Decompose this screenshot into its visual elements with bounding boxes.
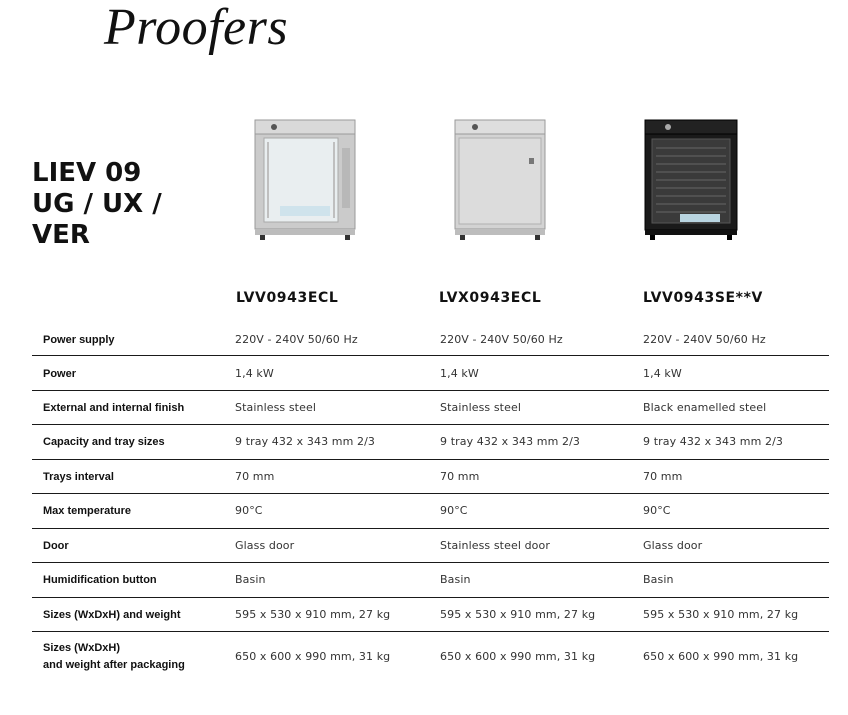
column-header-2: LVX0943ECL (439, 290, 542, 306)
column-header-1: LVV0943ECL (236, 290, 339, 306)
cell: Basin (235, 573, 266, 586)
cell: 220V - 240V 50/60 Hz (235, 333, 358, 346)
table-row (32, 529, 829, 563)
proofer-glass-door-icon (240, 108, 380, 248)
model-name-line-2: UG / UX / (32, 189, 162, 219)
row-label: Power supply (43, 334, 115, 346)
proofer-black-door-icon (640, 108, 780, 248)
product-image-black-glass-door (640, 108, 780, 248)
cell: Basin (440, 573, 471, 586)
cell: 1,4 kW (440, 367, 479, 380)
row-label: External and internal finish (43, 402, 185, 414)
cell: 1,4 kW (235, 367, 274, 380)
row-label: Humidification button (43, 574, 157, 586)
row-label: Sizes (WxDxH) and weight (43, 609, 181, 621)
product-image-stainless-glass-door (240, 108, 380, 248)
cell: 70 mm (643, 470, 683, 483)
row-label: Door (43, 540, 69, 552)
proofer-steel-door-icon (445, 108, 585, 248)
table-row (32, 598, 829, 632)
cell: 650 x 600 x 990 mm, 31 kg (643, 650, 799, 663)
cell: 220V - 240V 50/60 Hz (643, 333, 766, 346)
table-row (32, 356, 829, 391)
row-label: Capacity and tray sizes (43, 436, 165, 448)
cell: 90°C (440, 504, 468, 517)
product-image-stainless-door (445, 108, 585, 248)
cell: 650 x 600 x 990 mm, 31 kg (235, 650, 391, 663)
row-label-line-2: and weight after packaging (43, 659, 185, 671)
cell: 9 tray 432 x 343 mm 2/3 (440, 435, 580, 448)
cell: Stainless steel (440, 401, 521, 414)
table-row (32, 632, 829, 680)
table-row (32, 425, 829, 460)
model-name (32, 158, 202, 251)
cell: 70 mm (235, 470, 275, 483)
cell: Glass door (235, 539, 295, 552)
table-row (32, 494, 829, 529)
row-label: Power (43, 368, 77, 380)
cell: Stainless steel door (440, 539, 550, 552)
page-title: Proofers (104, 0, 289, 56)
model-name-line-3: VER (32, 220, 90, 250)
cell: Black enamelled steel (643, 401, 767, 414)
table-row (32, 322, 829, 356)
model-name-line-1: LIEV 09 (32, 158, 142, 188)
cell: 9 tray 432 x 343 mm 2/3 (235, 435, 375, 448)
column-header-3: LVV0943SE**V (643, 290, 763, 306)
cell: 70 mm (440, 470, 480, 483)
cell: 595 x 530 x 910 mm, 27 kg (235, 608, 391, 621)
cell: Basin (643, 573, 674, 586)
cell: Glass door (643, 539, 703, 552)
row-label: Max temperature (43, 505, 132, 517)
cell: Stainless steel (235, 401, 316, 414)
row-label: Trays interval (43, 471, 114, 483)
cell: 595 x 530 x 910 mm, 27 kg (643, 608, 799, 621)
row-label-line-1: Sizes (WxDxH) (43, 642, 121, 654)
cell: 650 x 600 x 990 mm, 31 kg (440, 650, 596, 663)
table-row (32, 391, 829, 425)
cell: 9 tray 432 x 343 mm 2/3 (643, 435, 783, 448)
cell: 90°C (235, 504, 263, 517)
cell: 595 x 530 x 910 mm, 27 kg (440, 608, 596, 621)
table-row (32, 563, 829, 598)
cell: 90°C (643, 504, 671, 517)
table-row (32, 460, 829, 494)
row-label (43, 640, 185, 674)
cell: 220V - 240V 50/60 Hz (440, 333, 563, 346)
cell: 1,4 kW (643, 367, 682, 380)
